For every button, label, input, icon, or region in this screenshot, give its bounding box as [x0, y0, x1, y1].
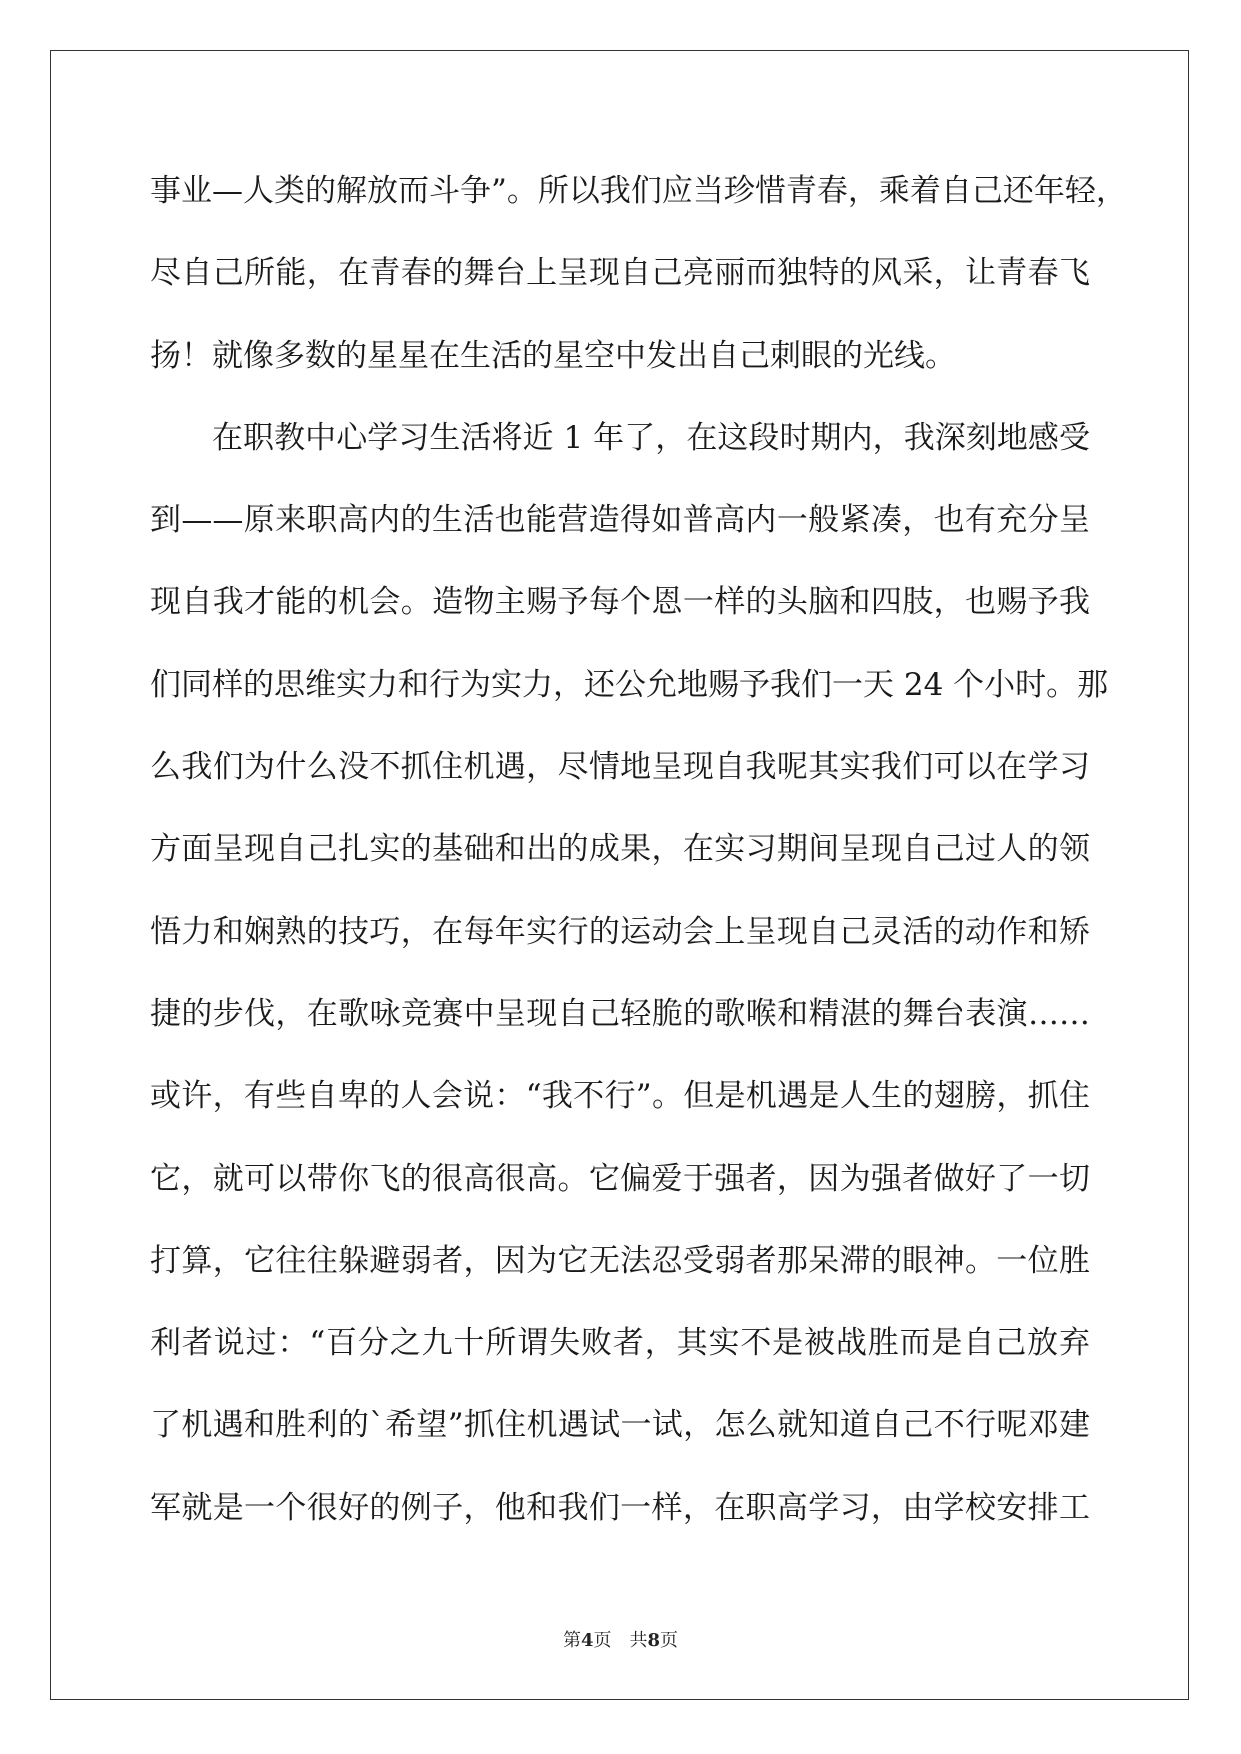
text-line: 捷的步伐，在歌咏竞赛中呈现自己轻脆的歌喉和精湛的舞台表演…… [150, 995, 1090, 1032]
text-line: 或许，有些自卑的人会说：“我不行”。但是机遇是人生的翅膀，抓住 [150, 1078, 1090, 1115]
text-line: 打算，它往往躲避弱者，因为它无法忍受弱者那呆滞的眼神。一位胜 [150, 1242, 1090, 1279]
text-line: 在职教中心学习生活将近 1 年了，在这段时期内，我深刻地感受 [212, 419, 1090, 456]
text-line: 利者说过：“百分之九十所谓失败者，其实不是被战胜而是自己放弃 [150, 1325, 1090, 1362]
page-suffix: 页 [593, 1630, 612, 1651]
total-prefix: 共 [629, 1630, 648, 1651]
current-page-number: 4 [580, 1630, 594, 1651]
text-line: 尽自己所能，在青春的舞台上呈现自己亮丽而独特的风采，让青春飞 [150, 255, 1090, 292]
text-line: 么我们为什么没不抓住机遇，尽情地呈现自我呢其实我们可以在学习 [150, 749, 1090, 786]
page-prefix: 第 [562, 1630, 581, 1651]
total-page-count: 8 [647, 1630, 661, 1651]
text-line: 事业—人类的解放而斗争”。所以我们应当珍惜青春，乘着自己还年轻， [150, 173, 1127, 209]
text-line: 悟力和娴熟的技巧，在每年实行的运动会上呈现自己灵活的动作和矫 [150, 913, 1090, 950]
text-line: 现自我才能的机会。造物主赐予每个恩一样的头脑和四肢，也赐予我 [150, 584, 1090, 621]
page-footer [0, 1626, 1241, 1652]
text-line: 方面呈现自己扎实的基础和出的成果，在实习期间呈现自己过人的领 [150, 831, 1090, 868]
text-line: 扬！就像多数的星星在生活的星空中发出自己刺眼的光线。 [150, 337, 956, 374]
text-line: 们同样的思维实力和行为实力，还公允地赐予我们一天 24 个小时。那 [150, 666, 1109, 703]
text-line: 了机遇和胜利的`希望”抓住机遇试一试，怎么就知道自己不行呢邓建 [150, 1407, 1090, 1444]
text-line: 它，就可以带你飞的很高很高。它偏爱于强者，因为强者做好了一切 [150, 1160, 1090, 1197]
text-line: 军就是一个很好的例子，他和我们一样，在职高学习，由学校安排工 [150, 1489, 1090, 1526]
total-suffix: 页 [660, 1630, 679, 1651]
text-line: 到——原来职高内的生活也能营造得如普高内一般紧凑，也有充分呈 [150, 502, 1090, 539]
document-body [150, 160, 1127, 1559]
